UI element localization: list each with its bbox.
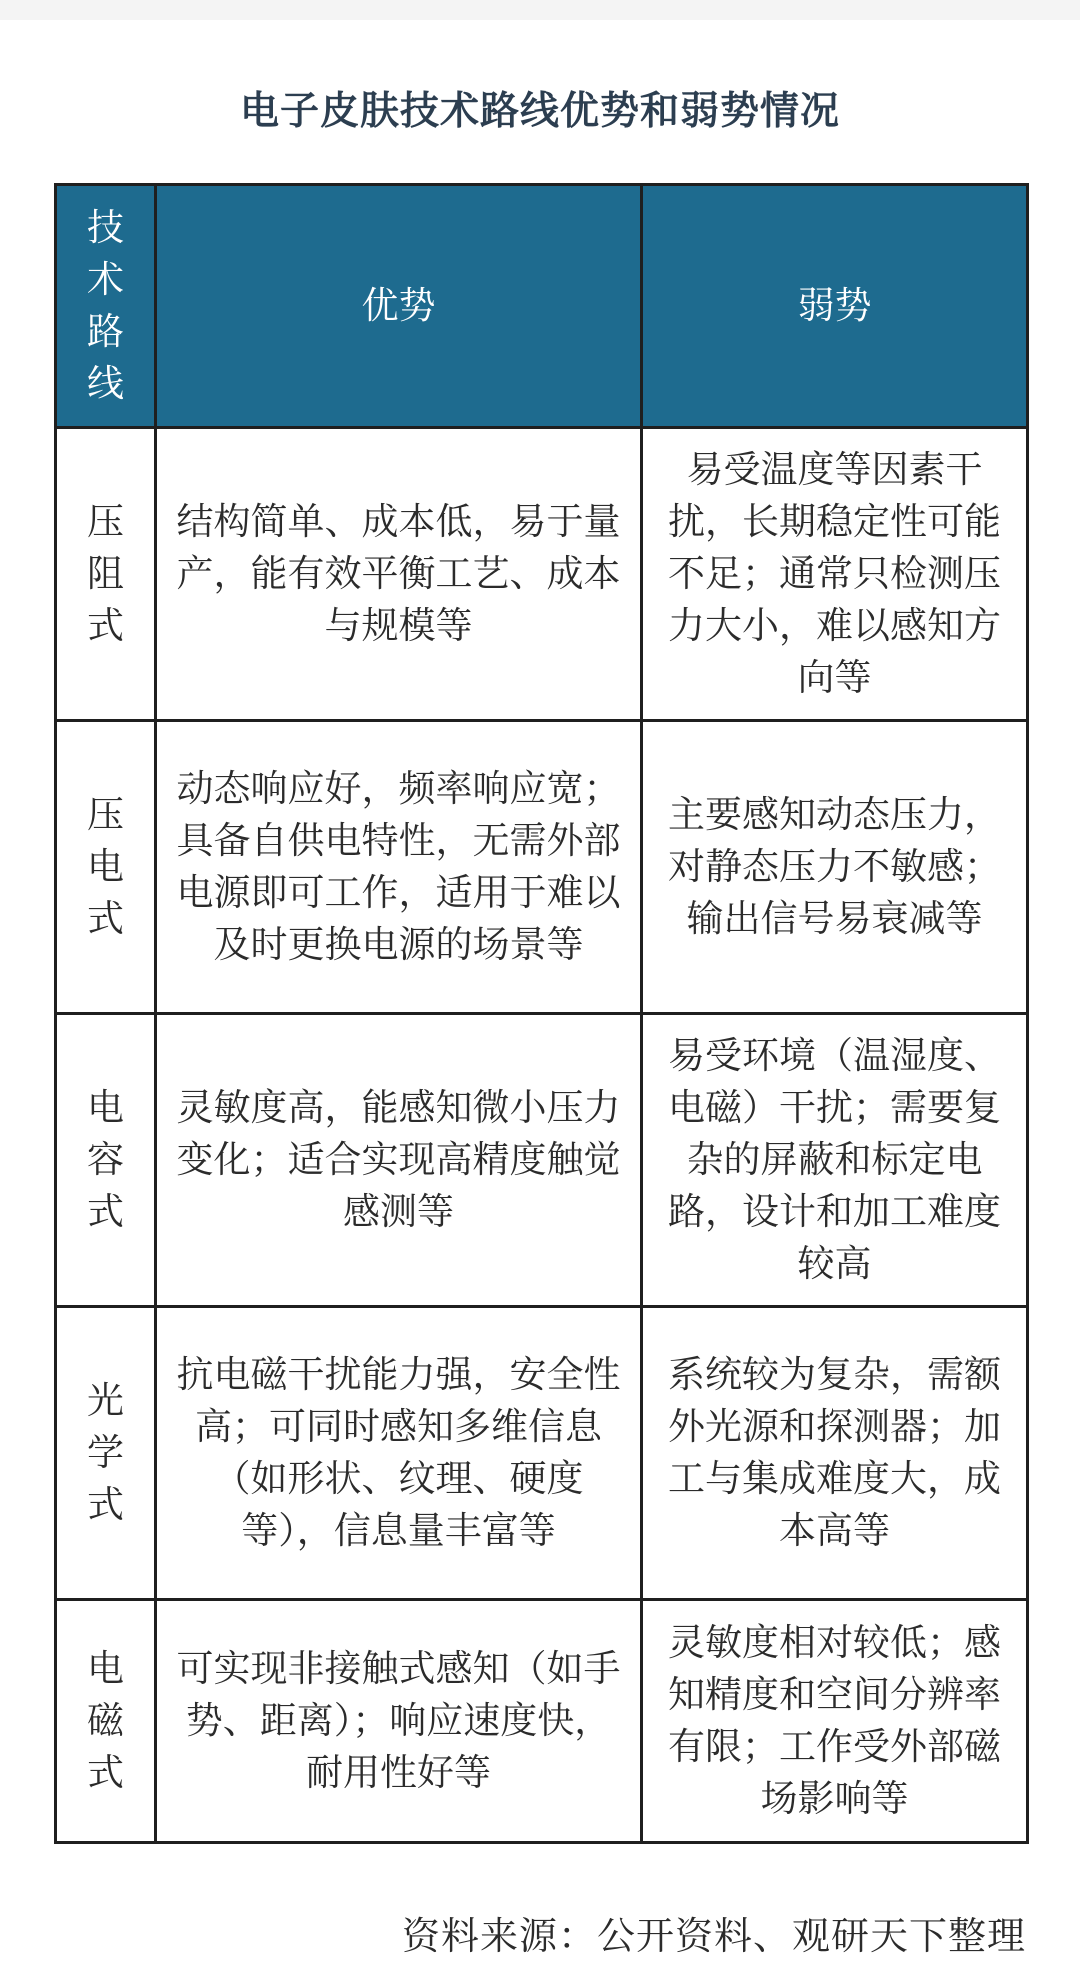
header-tech: 技术路线 [56,185,156,428]
tech-cell: 压阻式 [56,428,156,721]
disadvantage-cell: 易受环境（温湿度、电磁）干扰；需要复杂的屏蔽和标定电路，设计和加工难度较高 [642,1014,1028,1307]
page-title: 电子皮肤技术路线优势和弱势情况 [239,89,840,134]
header-disadvantage: 弱势 [642,185,1028,428]
header-advantage: 优势 [156,185,642,428]
table-row [56,1600,1028,1843]
disadvantage-cell: 灵敏度相对较低；感知精度和空间分辨率有限；工作受外部磁场影响等 [642,1600,1028,1843]
advantage-cell: 结构简单、成本低，易于量产，能有效平衡工艺、成本与规模等 [156,428,642,721]
table-row [56,1307,1028,1600]
table-row [56,1014,1028,1307]
disadvantage-cell: 易受温度等因素干扰，长期稳定性可能不足；通常只检测压力大小，难以感知方向等 [642,428,1028,721]
advantage-cell: 动态响应好，频率响应宽；具备自供电特性，无需外部电源即可工作，适用于难以及时更换电源的场景等 [156,721,642,1014]
advantage-cell: 灵敏度高，能感知微小压力变化；适合实现高精度触觉感测等 [156,1014,642,1307]
advantage-cell: 可实现非接触式感知（如手势、距离）；响应速度快，耐用性好等 [156,1600,642,1843]
tech-cell: 电容式 [56,1014,156,1307]
tech-cell: 光学式 [56,1307,156,1600]
disadvantage-cell: 系统较为复杂，需额外光源和探测器；加工与集成难度大，成本高等 [642,1307,1028,1600]
disadvantage-cell: 主要感知动态压力，对静态压力不敏感；输出信号易衰减等 [642,721,1028,1014]
table-row [56,428,1028,721]
content-card [0,20,1080,1970]
tech-cell: 电磁式 [56,1600,156,1843]
table-row [56,721,1028,1014]
tech-cell: 压电式 [56,721,156,1014]
source-note: 资料来源：公开资料、观研天下整理 [401,1914,1026,1958]
advantage-cell: 抗电磁干扰能力强，安全性高；可同时感知多维信息（如形状、纹理、硬度等），信息量丰富等 [156,1307,642,1600]
table-header-row [56,185,1028,428]
comparison-table [54,183,1029,1844]
